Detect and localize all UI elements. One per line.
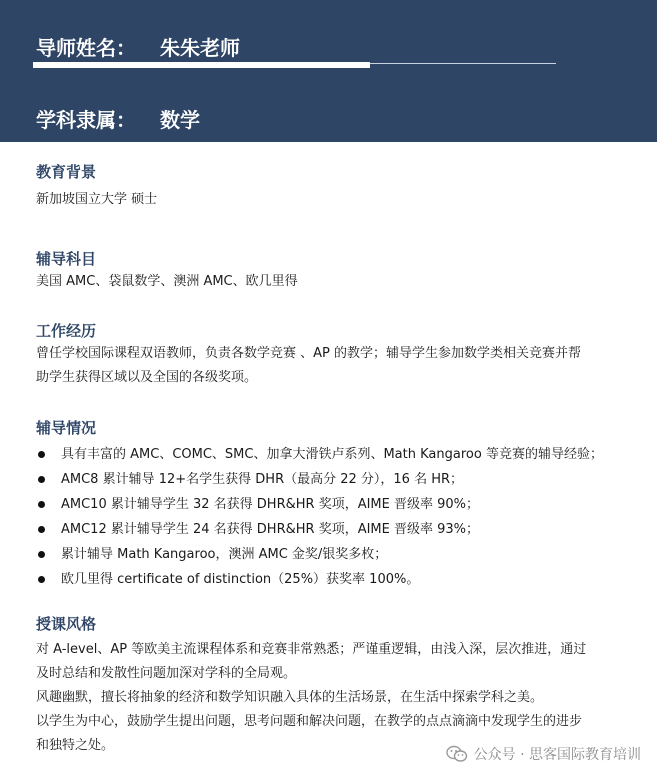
subjects-title: 辅导科目 xyxy=(36,250,97,268)
bullet-icon xyxy=(38,576,45,583)
watermark-text: 公众号 · 思客国际教育培训 xyxy=(473,747,641,763)
list-item: AMC8 累计辅导 12+名学生获得 DHR（最高分 22 分），16 名 HR； xyxy=(36,467,603,492)
experience-title: 工作经历 xyxy=(36,322,97,340)
list-item: 具有丰富的 AMC、COMC、SMC、加拿大滑铁卢系列、Math Kangaroo 等竞赛的辅导经验； xyxy=(36,442,603,467)
education-title: 教育背景 xyxy=(36,163,97,181)
style-title: 授课风格 xyxy=(36,615,97,633)
list-item: 欧几里得 certificate of distinction（25%）获奖率 100%。 xyxy=(36,567,603,592)
header-divider-thin xyxy=(370,63,556,64)
experience-line-2: 助学生获得区域以及全国的各级奖项。 xyxy=(36,370,258,385)
experience-line-1: 曾任学校国际课程双语教师，负责各数学竞赛 、AP 的教学；辅导学生参加数学类相关竞赛并帮 xyxy=(36,346,581,361)
subject-value: 数学 xyxy=(160,108,200,132)
tutor-name-value: 朱朱老师 xyxy=(160,36,240,60)
wechat-icon xyxy=(446,745,468,763)
list-item: AMC12 累计辅导学生 24 名获得 DHR&HR 奖项，AIME 晋级率 93%； xyxy=(36,517,603,542)
bullet-icon xyxy=(38,476,45,483)
bullet-icon xyxy=(38,551,45,558)
list-item: 累计辅导 Math Kangaroo，澳洲 AMC 金奖/银奖多枚； xyxy=(36,542,603,567)
tutor-name-label: 导师姓名： xyxy=(36,36,136,60)
bullet-icon xyxy=(38,501,45,508)
tutor-name-row xyxy=(36,32,240,61)
subjects-text: 美国 AMC、袋鼠数学、澳洲 AMC、欧几里得 xyxy=(36,274,298,289)
tutoring-list xyxy=(36,442,603,592)
style-line-2: 及时总结和发散性问题加深对学科的全局观。 xyxy=(36,666,297,681)
style-line-4: 以学生为中心，鼓励学生提出问题，思考问题和解决问题，在教学的点点滴滴中发现学生的进步 xyxy=(36,714,583,729)
subject-label: 学科隶属： xyxy=(36,108,136,132)
style-line-5: 和独特之处。 xyxy=(36,738,115,753)
style-line-3: 风趣幽默，擅长将抽象的经济和数学知识融入具体的生活场景，在生活中探索学科之美。 xyxy=(36,690,544,705)
header-divider-thick xyxy=(33,62,370,68)
style-line-1: 对 A-level、AP 等欧美主流课程体系和竞赛非常熟悉；严谨重逻辑，由浅入深，层次推进，通过 xyxy=(36,642,587,657)
subject-row xyxy=(36,104,200,133)
list-item: AMC10 累计辅导学生 32 名获得 DHR&HR 奖项，AIME 晋级率 90%； xyxy=(36,492,603,517)
education-text: 新加坡国立大学 硕士 xyxy=(36,192,158,207)
bullet-icon xyxy=(38,526,45,533)
header-banner xyxy=(0,0,657,142)
tutoring-title: 辅导情况 xyxy=(36,419,97,437)
bullet-icon xyxy=(38,451,45,458)
watermark xyxy=(446,744,641,764)
